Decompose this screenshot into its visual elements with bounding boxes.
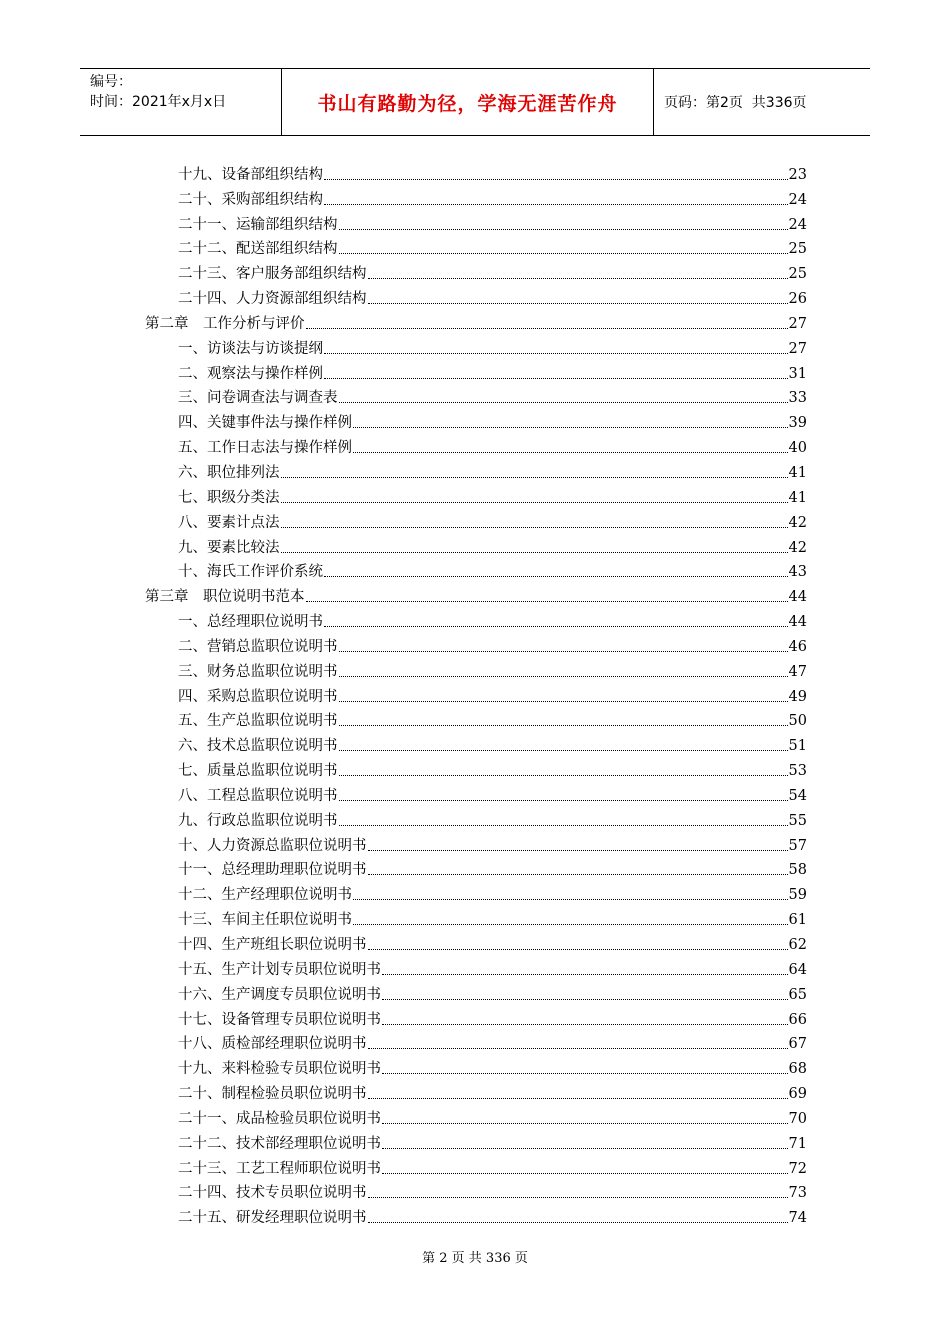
toc-entry-page-number: 41 xyxy=(788,464,807,481)
toc-dot-leader xyxy=(382,1023,788,1025)
toc-entry-title: 七、职级分类法 xyxy=(178,489,280,506)
toc-chapter-entry[interactable] xyxy=(145,308,807,333)
toc-entry-title: 十、人力资源总监职位说明书 xyxy=(178,837,367,854)
toc-entry[interactable] xyxy=(145,507,807,532)
toc-entry-page-number: 50 xyxy=(788,713,807,730)
toc-dot-leader xyxy=(382,1122,788,1124)
toc-entry-page-number: 73 xyxy=(788,1185,807,1202)
toc-entry-page-number: 49 xyxy=(788,688,807,705)
toc-dot-leader xyxy=(368,1047,788,1049)
toc-entry-title: 二十、采购部组织结构 xyxy=(178,191,323,208)
toc-entry-title: 十八、质检部经理职位说明书 xyxy=(178,1036,367,1053)
toc-entry[interactable] xyxy=(145,631,807,656)
toc-entry-page-number: 41 xyxy=(788,489,807,506)
toc-entry-title: 二十二、配送部组织结构 xyxy=(178,241,338,258)
toc-entry-page-number: 55 xyxy=(788,812,807,829)
toc-entry[interactable] xyxy=(145,681,807,706)
toc-entry[interactable] xyxy=(145,407,807,432)
toc-entry-page-number: 43 xyxy=(788,564,807,581)
toc-dot-leader xyxy=(339,675,788,677)
toc-entry[interactable] xyxy=(145,283,807,308)
toc-dot-leader xyxy=(324,575,788,577)
page-footer: 第 2 页 共 336 页 xyxy=(422,1251,528,1266)
toc-dot-leader xyxy=(306,600,788,602)
toc-entry-title: 二、营销总监职位说明书 xyxy=(178,638,338,655)
toc-entry-title: 一、访谈法与访谈提纲 xyxy=(178,340,323,357)
toc-dot-leader xyxy=(368,302,788,304)
toc-entry[interactable] xyxy=(145,979,807,1004)
toc-entry[interactable] xyxy=(145,358,807,383)
toc-dot-leader xyxy=(339,799,788,801)
header-page-info-cell xyxy=(654,69,870,135)
toc-entry[interactable] xyxy=(145,557,807,582)
toc-entry-page-number: 62 xyxy=(788,937,807,953)
toc-dot-leader xyxy=(368,873,788,875)
toc-entry-page-number: 65 xyxy=(788,986,807,1003)
toc-dot-leader xyxy=(324,178,788,180)
toc-entry-title: 五、生产总监职位说明书 xyxy=(178,713,338,730)
toc-dot-leader xyxy=(324,625,788,627)
header-number-label: 编号： xyxy=(90,74,132,90)
toc-entry-title: 四、关键事件法与操作样例 xyxy=(178,415,352,432)
toc-entry-page-number: 25 xyxy=(788,241,807,258)
toc-entry-page-number: 27 xyxy=(788,340,807,357)
toc-dot-leader xyxy=(339,824,788,826)
toc-entry[interactable] xyxy=(145,234,807,259)
toc-entry-title: 四、采购总监职位说明书 xyxy=(178,688,338,705)
toc-entry[interactable] xyxy=(145,333,807,358)
toc-entry[interactable] xyxy=(145,730,807,755)
toc-dot-leader xyxy=(339,228,788,230)
toc-entry-page-number: 25 xyxy=(788,266,807,283)
toc-entry-page-number: 24 xyxy=(788,216,807,233)
toc-dot-leader xyxy=(306,327,788,329)
toc-entry-title: 三、问卷调查法与调查表 xyxy=(178,390,338,407)
toc-dot-leader xyxy=(339,724,788,726)
toc-entry[interactable] xyxy=(145,457,807,482)
toc-entry[interactable] xyxy=(145,830,807,855)
toc-entry-page-number: 66 xyxy=(788,1011,807,1028)
toc-entry-title: 十三、车间主任职位说明书 xyxy=(178,912,352,929)
toc-entry-page-number: 71 xyxy=(788,1135,807,1152)
toc-entry-title: 六、职位排列法 xyxy=(178,464,280,481)
toc-entry[interactable] xyxy=(145,855,807,880)
toc-entry-title: 第二章 工作分析与评价 xyxy=(145,315,305,332)
toc-entry-page-number: 40 xyxy=(788,440,807,457)
toc-entry-page-number: 61 xyxy=(788,912,807,929)
toc-entry[interactable] xyxy=(145,780,807,805)
toc-entry-page-number: 23 xyxy=(788,166,807,183)
toc-entry-title: 二、观察法与操作样例 xyxy=(178,365,323,382)
toc-entry-title: 第三章 职位说明书范本 xyxy=(145,589,305,606)
toc-entry-title: 二十一、成品检验员职位说明书 xyxy=(178,1110,381,1127)
toc-entry[interactable] xyxy=(145,1202,807,1227)
toc-entry-page-number: 54 xyxy=(788,787,807,804)
toc-dot-leader xyxy=(324,203,788,205)
toc-entry[interactable] xyxy=(145,1053,807,1078)
toc-entry-title: 十四、生产班组长职位说明书 xyxy=(178,937,367,953)
toc-dot-leader xyxy=(281,526,788,528)
toc-entry-page-number: 42 xyxy=(788,514,807,531)
toc-entry-title: 五、工作日志法与操作样例 xyxy=(178,440,352,457)
toc-entry[interactable] xyxy=(145,1078,807,1103)
toc-entry[interactable] xyxy=(145,954,807,979)
toc-entry-page-number: 64 xyxy=(788,961,807,978)
toc-entry-title: 二十一、运输部组织结构 xyxy=(178,216,338,233)
toc-dot-leader xyxy=(324,377,788,379)
header-time-label: 时间：2021年x月x日 xyxy=(90,94,227,110)
toc-entry[interactable] xyxy=(145,383,807,408)
toc-entry-page-number: 57 xyxy=(788,837,807,854)
toc-entry[interactable] xyxy=(145,929,807,954)
toc-entry-title: 六、技术总监职位说明书 xyxy=(178,738,338,755)
toc-dot-leader xyxy=(339,700,788,702)
toc-entry-title: 九、要素比较法 xyxy=(178,539,280,556)
toc-dot-leader xyxy=(353,898,788,900)
toc-dot-leader xyxy=(382,998,788,1000)
toc-entry-title: 三、财务总监职位说明书 xyxy=(178,663,338,680)
toc-entry-page-number: 47 xyxy=(788,663,807,680)
toc-dot-leader xyxy=(339,749,788,751)
toc-entry-page-number: 72 xyxy=(788,1160,807,1177)
toc-entry-page-number: 58 xyxy=(788,862,807,879)
toc-entry-title: 二十五、研发经理职位说明书 xyxy=(178,1210,367,1227)
toc-entry-page-number: 46 xyxy=(788,638,807,655)
toc-dot-leader xyxy=(339,650,788,652)
toc-dot-leader xyxy=(281,501,788,503)
toc-dot-leader xyxy=(281,551,788,553)
toc-entry[interactable] xyxy=(145,904,807,929)
toc-entry-page-number: 27 xyxy=(788,315,807,332)
toc-dot-leader xyxy=(368,849,788,851)
toc-entry-title: 八、工程总监职位说明书 xyxy=(178,787,338,804)
toc-entry-page-number: 33 xyxy=(788,390,807,407)
toc-entry[interactable] xyxy=(145,1103,807,1128)
header-meta xyxy=(80,69,282,135)
toc-entry-title: 十、海氏工作评价系统 xyxy=(178,564,323,581)
toc-entry-page-number: 68 xyxy=(788,1061,807,1078)
toc-entry-page-number: 70 xyxy=(788,1110,807,1127)
toc-dot-leader xyxy=(368,1097,788,1099)
toc-dot-leader xyxy=(339,774,788,776)
toc-dot-leader xyxy=(368,1221,788,1223)
toc-entry-page-number: 69 xyxy=(788,1086,807,1103)
toc-entry-title: 二十三、客户服务部组织结构 xyxy=(178,266,367,283)
toc-entry-title: 十九、来料检验专员职位说明书 xyxy=(178,1061,381,1078)
toc-entry[interactable] xyxy=(145,532,807,557)
toc-dot-leader xyxy=(382,1072,788,1074)
page-header xyxy=(80,68,870,136)
table-of-contents xyxy=(145,159,807,1227)
toc-entry-title: 十九、设备部组织结构 xyxy=(178,166,323,183)
toc-entry-title: 十五、生产计划专员职位说明书 xyxy=(178,961,381,978)
toc-entry-title: 二十、制程检验员职位说明书 xyxy=(178,1086,367,1103)
toc-dot-leader xyxy=(281,476,788,478)
toc-dot-leader xyxy=(382,973,788,975)
toc-entry-title: 七、质量总监职位说明书 xyxy=(178,763,338,780)
toc-entry[interactable] xyxy=(145,482,807,507)
toc-dot-leader xyxy=(353,451,788,453)
toc-entry-title: 十七、设备管理专员职位说明书 xyxy=(178,1011,381,1028)
toc-entry-title: 二十四、人力资源部组织结构 xyxy=(178,291,367,308)
toc-entry[interactable] xyxy=(145,1128,807,1153)
toc-entry[interactable] xyxy=(145,1029,807,1054)
toc-entry[interactable] xyxy=(145,656,807,681)
toc-entry-title: 十一、总经理助理职位说明书 xyxy=(178,862,367,879)
toc-entry-page-number: 44 xyxy=(788,589,807,606)
toc-entry-page-number: 67 xyxy=(788,1036,807,1053)
toc-entry-page-number: 74 xyxy=(788,1210,807,1227)
toc-entry[interactable] xyxy=(145,432,807,457)
toc-entry-title: 二十四、技术专员职位说明书 xyxy=(178,1185,367,1202)
toc-dot-leader xyxy=(382,1147,788,1149)
toc-dot-leader xyxy=(339,252,788,254)
toc-entry[interactable] xyxy=(145,1153,807,1178)
toc-entry-page-number: 26 xyxy=(788,291,807,308)
toc-dot-leader xyxy=(368,1196,788,1198)
toc-dot-leader xyxy=(368,277,788,279)
toc-entry-title: 二十三、工艺工程师职位说明书 xyxy=(178,1160,381,1177)
toc-entry-title: 九、行政总监职位说明书 xyxy=(178,812,338,829)
toc-entry-page-number: 51 xyxy=(788,738,807,755)
toc-entry-page-number: 24 xyxy=(788,191,807,208)
toc-entry-title: 十六、生产调度专员职位说明书 xyxy=(178,986,381,1003)
toc-entry[interactable] xyxy=(145,184,807,209)
toc-entry-page-number: 59 xyxy=(788,887,807,904)
toc-chapter-entry[interactable] xyxy=(145,581,807,606)
toc-entry[interactable] xyxy=(145,1178,807,1203)
toc-entry[interactable] xyxy=(145,755,807,780)
toc-entry[interactable] xyxy=(145,1004,807,1029)
toc-dot-leader xyxy=(339,401,788,403)
toc-entry[interactable] xyxy=(145,606,807,631)
toc-entry-title: 十二、生产经理职位说明书 xyxy=(178,887,352,904)
toc-dot-leader xyxy=(368,948,788,950)
toc-dot-leader xyxy=(382,1172,788,1174)
header-motto: 书山有路勤为径，学海无涯苦作舟 xyxy=(282,69,654,135)
toc-entry-page-number: 39 xyxy=(788,415,807,432)
toc-entry-page-number: 53 xyxy=(788,763,807,780)
toc-entry-title: 一、总经理职位说明书 xyxy=(178,614,323,631)
toc-entry[interactable] xyxy=(145,258,807,283)
toc-entry-title: 二十二、技术部经理职位说明书 xyxy=(178,1135,381,1152)
toc-dot-leader xyxy=(353,426,788,428)
toc-entry[interactable] xyxy=(145,879,807,904)
toc-dot-leader xyxy=(324,352,788,354)
toc-entry[interactable] xyxy=(145,159,807,184)
header-page-info: 页码：第2页 共336页 xyxy=(664,95,807,111)
toc-entry[interactable] xyxy=(145,209,807,234)
toc-entry[interactable] xyxy=(145,706,807,731)
toc-dot-leader xyxy=(353,923,788,925)
toc-entry-page-number: 31 xyxy=(788,365,807,382)
toc-entry-page-number: 42 xyxy=(788,539,807,556)
toc-entry-page-number: 44 xyxy=(788,614,807,631)
toc-entry[interactable] xyxy=(145,805,807,830)
toc-entry-title: 八、要素计点法 xyxy=(178,514,280,531)
